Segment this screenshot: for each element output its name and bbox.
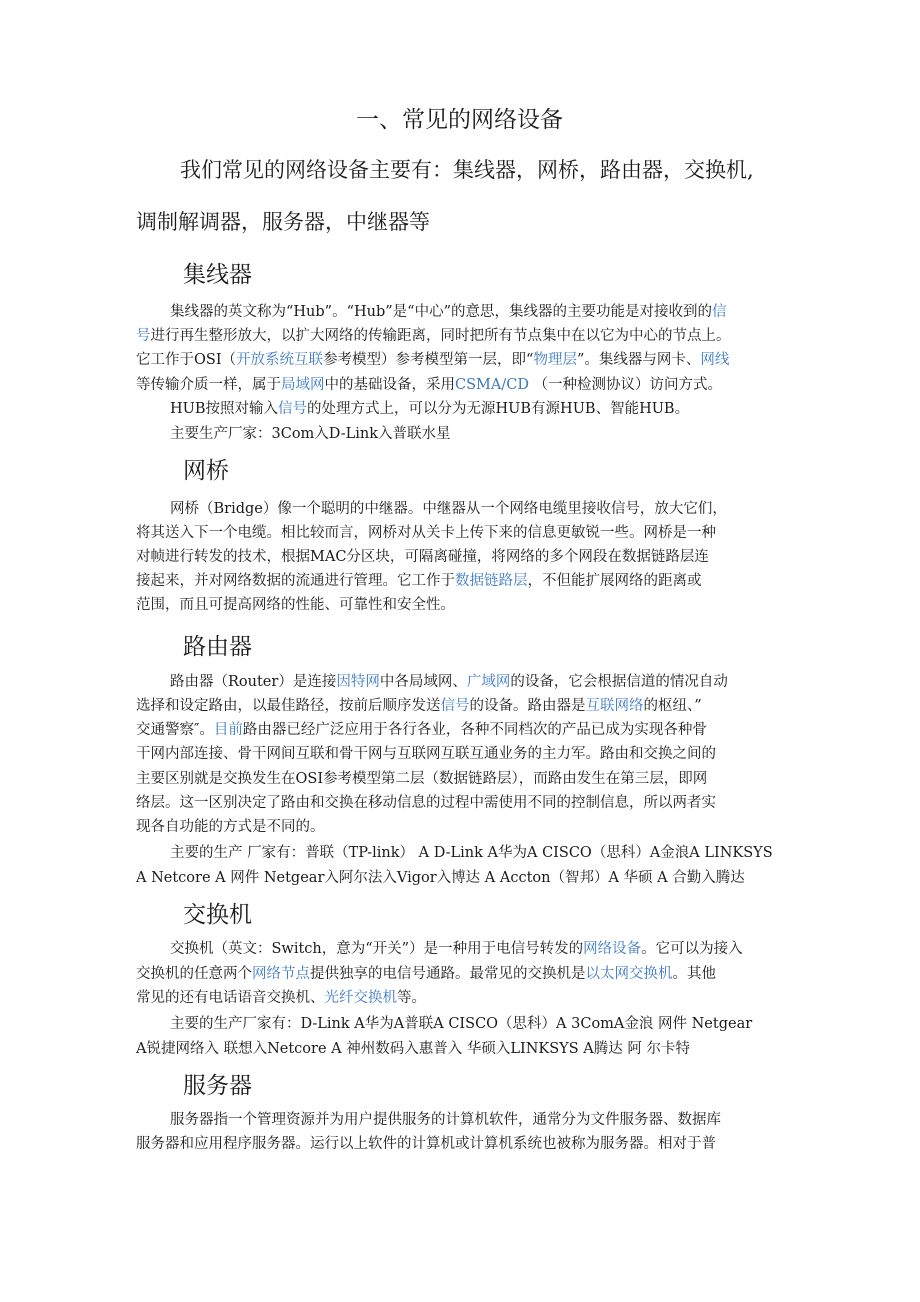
switch-para-line: 交换机的任意两个网络节点提供独享的电信号通路。最常见的交换机是以太网交换机。其他 (136, 966, 716, 982)
link-lan[interactable]: 局域网 (281, 377, 325, 393)
bridge-para-line: 对帧进行转发的技术，根据MAC分区块，可隔离碰撞，将网络的多个网段在数据链路层连 (136, 549, 709, 565)
router-heading: 路由器 (183, 634, 252, 660)
router-para-line: 干网内部连接、骨干网间互联和骨干网与互联网互联互通业务的主力军。路由和交换之间的 (136, 746, 716, 762)
server-para-line: 服务器和应用程序服务器。运行以上软件的计算机或计算机系统也被称为服务器。相对于普 (136, 1136, 716, 1152)
hub-para-line: HUB按照对输入信号的处理方式上，可以分为无源HUB有源HUB、智能HUB。 (170, 401, 690, 417)
link-currently[interactable]: 目前 (213, 722, 243, 738)
link-signal[interactable]: 信号 (278, 401, 308, 417)
link-wan[interactable]: 广域网 (466, 674, 511, 690)
switch-para-line: 交换机（英文：Switch，意为“开关”）是一种用于电信号转发的网络设备。它可以为接入 (170, 941, 743, 957)
hub-para-line: 集线器的英文称为“Hub”。“Hub”是“中心”的意思，集线器的主要功能是对接收到的信 (170, 304, 727, 320)
server-heading: 服务器 (183, 1073, 252, 1099)
switch-vendors: A锐捷网络入 联想入Netcore A 神州数码入惠普入 华硕入LINKSYS A腾达 阿 尔卡特 (136, 1041, 690, 1057)
link-ethernet-switch[interactable]: 以太网交换机 (585, 966, 673, 982)
router-para-line: 交通警察″。目前路由器已经广泛应用于各行各业，各种不同档次的产品已成为实现各种骨 (136, 722, 707, 738)
link-network-device[interactable]: 网络设备 (583, 941, 642, 957)
switch-vendors: 主要的生产厂家有：D-Link A华为A普联A CISCO（思科）A 3ComA金浪 网件 Netgear (170, 1016, 753, 1032)
page-title: 一、常见的网络设备 (356, 107, 563, 133)
router-para-line: 络层。这一区别决定了路由和交换在移动信息的过程中需使用不同的控制信息，所以两者实 (136, 795, 716, 811)
link-network-node[interactable]: 网络节点 (252, 966, 310, 982)
bridge-para-line: 接起来，并对网络数据的流通进行管理。它工作于数据链路层，不但能扩展网络的距离或 (136, 573, 702, 589)
hub-para-line: 它工作于OSI（开放系统互联参考模型）参考模型第一层，即“物理层”。集线器与网卡、网线 (136, 352, 730, 368)
hub-vendors: 主要生产厂家：3Com入D-Link入普联水星 (170, 426, 451, 442)
router-para-line: 主要区别就是交换发生在OSI参考模型第二层（数据链路层），而路由发生在第三层，即网 (136, 771, 708, 787)
router-vendors: 主要的生产 厂家有：普联（TP-link） A D-Link A华为A CISCO（思科）A金浪A LINKSYS (170, 845, 773, 861)
intro-line-2: 调制解调器，服务器，中继器等 (136, 210, 430, 234)
link-fiber-switch[interactable]: 光纤交换机 (324, 990, 397, 1006)
link-signal[interactable]: 信 (712, 304, 727, 320)
bridge-para-line: 将其送入下一个电缆。相比较而言，网桥对从关卡上传下来的信息更敏锐一些。网桥是一种 (136, 525, 716, 541)
router-para-line: 路由器（Router）是连接因特网中各局域网、广域网的设备，它会根据信道的情况自动 (170, 674, 728, 690)
intro-line-1: 我们常见的网络设备主要有：集线器，网桥，路由器，交换机, (180, 158, 754, 182)
hub-para-line: 号进行再生整形放大，以扩大网络的传输距离，同时把所有节点集中在以它为中心的节点上。 (136, 328, 731, 344)
router-vendors: A Netcore A 网件 Netgear入阿尔法入Vigor入博达 A Accton（智邦）A 华硕 A 合勤入腾达 (136, 870, 745, 886)
link-csma-cd[interactable]: CSMA/CD (455, 377, 529, 393)
switch-heading: 交换机 (183, 902, 252, 928)
bridge-para-line: 范围，而且可提高网络的性能、可靠性和安全性。 (136, 597, 455, 613)
link-signal[interactable]: 信号 (440, 698, 470, 714)
link-cable[interactable]: 网线 (700, 352, 730, 368)
hub-para-line: 等传输介质一样，属于局域网中的基础设备，采用CSMA/CD （一种检测协议）访问方式。 (136, 377, 723, 393)
link-data-link-layer[interactable]: 数据链路层 (455, 573, 528, 589)
router-para-line: 现各自功能的方式是不同的。 (136, 819, 325, 835)
switch-para-line: 常见的还有电话语音交换机、光纤交换机等。 (136, 990, 426, 1006)
bridge-para-line: 网桥（Bridge）像一个聪明的中继器。中继器从一个网络电缆里接收信号，放大它们， (170, 501, 727, 517)
link-internet[interactable]: 因特网 (336, 674, 380, 690)
server-para-line: 服务器指一个管理资源并为用户提供服务的计算机软件，通常分为文件服务器、数据库 (170, 1112, 721, 1128)
link-signal[interactable]: 号 (136, 328, 151, 344)
link-osi[interactable]: 开放系统互联 (236, 352, 324, 368)
bridge-heading: 网桥 (183, 458, 229, 484)
link-internetwork[interactable]: 互联网络 (585, 698, 644, 714)
router-para-line: 选择和设定路由，以最佳路径，按前后顺序发送信号的设备。路由器是互联网络的枢纽、” (136, 698, 702, 714)
link-physical-layer[interactable]: 物理层 (533, 352, 577, 368)
hub-heading: 集线器 (183, 262, 252, 288)
